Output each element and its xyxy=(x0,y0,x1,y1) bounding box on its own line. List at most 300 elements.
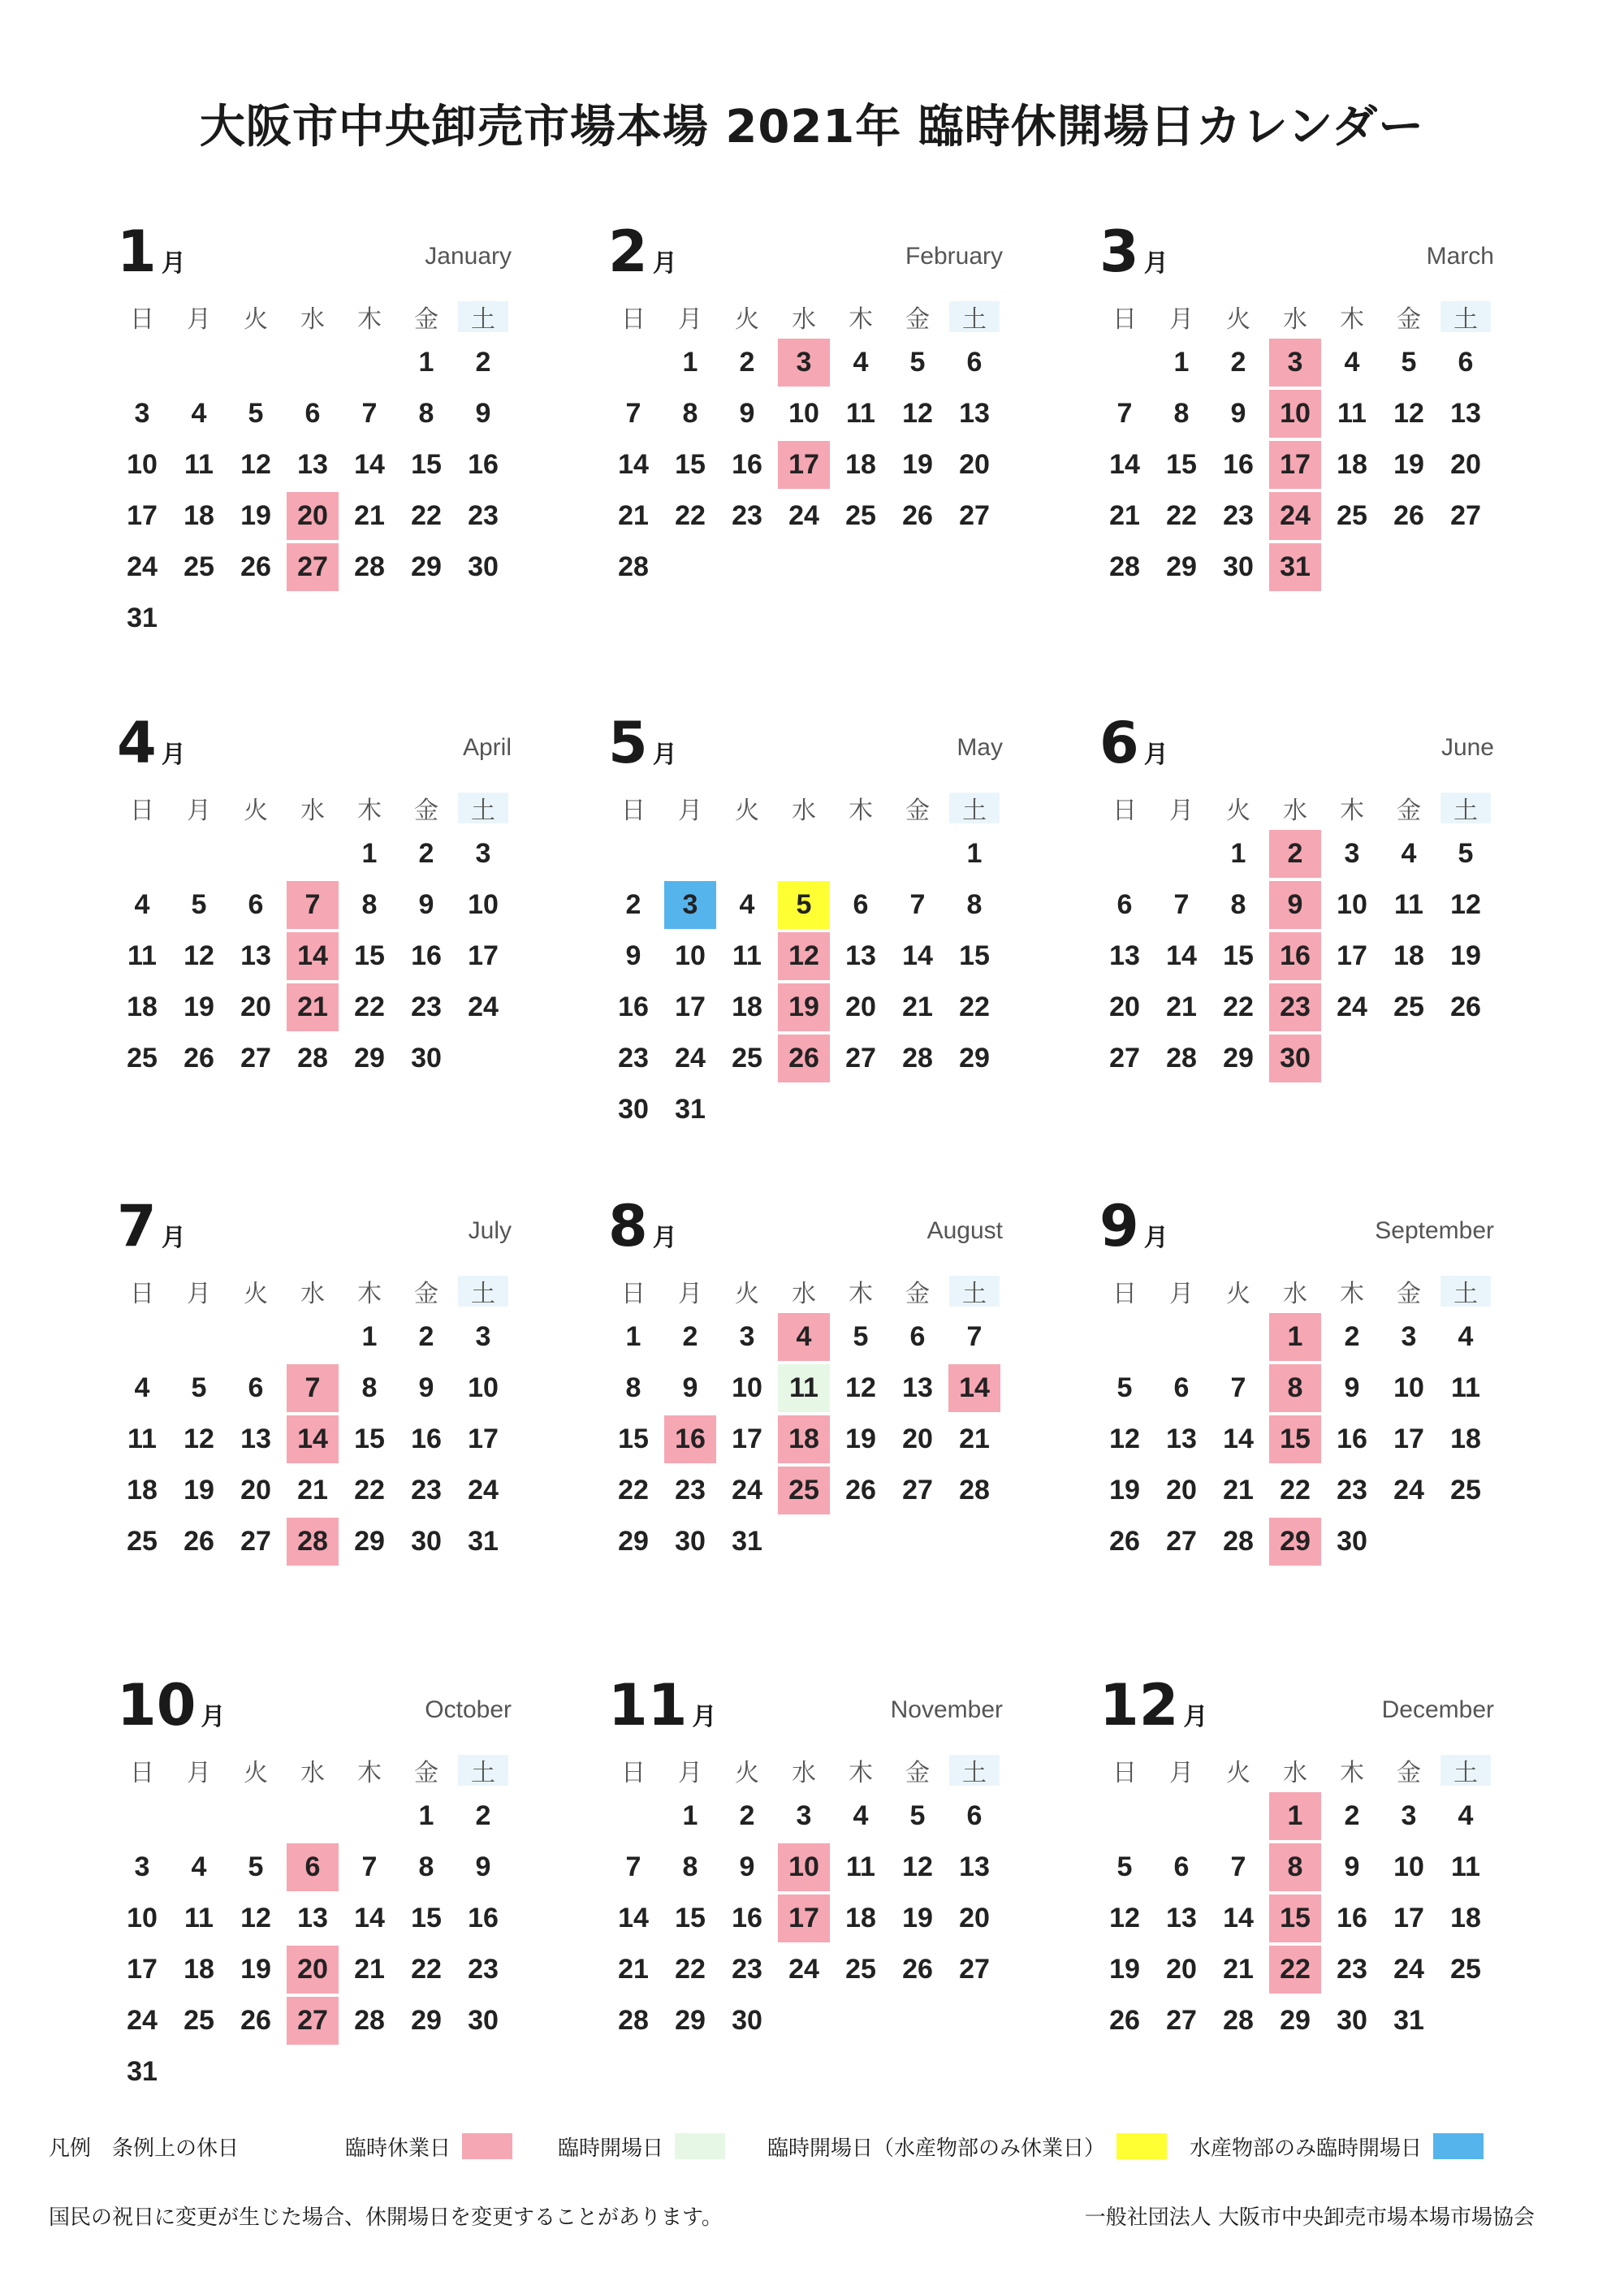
day-cell: 5 xyxy=(909,347,926,378)
day-cell: 14 xyxy=(618,1903,649,1933)
day-cell: 2 xyxy=(739,347,755,378)
day-cell: 15 xyxy=(675,449,706,480)
day-cell: 10 xyxy=(127,1903,158,1933)
weekday-header: 火 xyxy=(244,1280,268,1308)
day-cell: 17 xyxy=(127,1954,158,1985)
day-cell: 20 xyxy=(240,1475,271,1506)
month-number xyxy=(1099,1190,1168,1275)
day-cell: 27 xyxy=(1450,500,1481,531)
weekday-header: 火 xyxy=(735,797,759,825)
weekday-header: 木 xyxy=(849,305,873,334)
calendar-title: 大阪市中央卸売市場本場 2021年 臨時休開場日カレンダー xyxy=(199,101,1425,153)
day-cell: 21 xyxy=(354,1954,385,1985)
day-cell: 6 xyxy=(966,347,983,378)
day-cell: 21 xyxy=(1223,1954,1254,1985)
weekday-header: 月 xyxy=(187,797,211,825)
day-cell: 28 xyxy=(618,551,649,582)
day-cell: 2 xyxy=(625,889,641,920)
day-cell: 5 xyxy=(909,1800,926,1831)
day-cell: 8 xyxy=(1269,1843,1321,1891)
day-cell: 8 xyxy=(1269,1364,1321,1412)
weekday-header: 月 xyxy=(187,1759,211,1787)
day-cell: 6 xyxy=(304,398,321,429)
weekday-header: 土 xyxy=(949,1276,1000,1307)
day-cell: 30 xyxy=(411,1526,442,1557)
day-cell: 10 xyxy=(1337,889,1367,920)
day-cell: 23 xyxy=(1269,983,1321,1031)
day-cell: 10 xyxy=(778,1843,830,1891)
day-cell: 5 xyxy=(248,1851,264,1882)
day-cell: 23 xyxy=(675,1475,706,1506)
day-cell: 28 xyxy=(354,2005,385,2036)
day-cell: 5 xyxy=(1116,1372,1133,1403)
month-english-name: June xyxy=(1440,734,1494,761)
month-header xyxy=(1096,1669,1494,1742)
day-cell: 29 xyxy=(1166,551,1197,582)
day-cell: 16 xyxy=(468,1903,499,1933)
day-cell: 31 xyxy=(1393,2005,1424,2036)
day-cell: 21 xyxy=(1223,1475,1254,1506)
day-cell: 6 xyxy=(1173,1851,1190,1882)
day-cell: 8 xyxy=(418,1851,434,1882)
day-cell: 7 xyxy=(287,1364,339,1412)
day-cell: 26 xyxy=(1109,1526,1140,1557)
day-cell: 9 xyxy=(418,1372,434,1403)
month-number-value: 7 xyxy=(117,1193,157,1259)
month-number xyxy=(117,706,186,792)
month-number xyxy=(608,215,677,300)
day-cell: 19 xyxy=(1393,449,1424,480)
day-cell: 8 xyxy=(625,1372,641,1403)
month-english-name: August xyxy=(926,1217,1003,1244)
weekday-header: 月 xyxy=(1169,1280,1194,1308)
month-march xyxy=(1096,215,1494,670)
day-cell: 26 xyxy=(778,1035,830,1082)
day-cell: 18 xyxy=(1337,449,1367,480)
month-suffix: 月 xyxy=(1143,249,1168,278)
day-cell: 11 xyxy=(778,1364,830,1412)
day-cell: 28 xyxy=(959,1475,990,1506)
month-english-name: December xyxy=(1381,1696,1494,1723)
day-blank xyxy=(227,1791,284,1842)
weekday-header: 金 xyxy=(414,1759,438,1787)
weekday-header: 水 xyxy=(792,797,816,825)
day-cell: 17 xyxy=(675,991,706,1022)
day-cell: 14 xyxy=(287,1415,339,1463)
day-cell: 18 xyxy=(778,1415,830,1463)
month-december xyxy=(1096,1669,1494,2123)
month-suffix: 月 xyxy=(652,741,677,769)
month-english-name: April xyxy=(462,734,512,761)
day-cell: 9 xyxy=(682,1372,698,1403)
day-cell: 17 xyxy=(1393,1903,1424,1933)
day-cell: 3 xyxy=(778,339,830,387)
day-cell: 4 xyxy=(1458,1321,1474,1352)
day-cell: 21 xyxy=(618,500,649,531)
month-number xyxy=(117,1669,225,1754)
day-cell: 25 xyxy=(127,1043,158,1074)
day-cell: 14 xyxy=(354,1903,385,1933)
day-cell: 26 xyxy=(184,1526,214,1557)
legend xyxy=(49,2126,1575,2167)
day-cell: 13 xyxy=(240,1423,271,1454)
day-cell: 28 xyxy=(287,1518,339,1566)
weekday-header: 金 xyxy=(905,305,930,334)
month-suffix: 月 xyxy=(1143,1224,1168,1252)
day-cell: 5 xyxy=(778,881,830,929)
weekday-header: 水 xyxy=(1283,305,1307,334)
day-cell: 13 xyxy=(297,1903,328,1933)
month-number-value: 9 xyxy=(1099,1193,1139,1259)
day-cell: 23 xyxy=(732,500,762,531)
day-cell: 6 xyxy=(248,1372,264,1403)
month-suffix: 月 xyxy=(161,249,186,278)
weekday-header: 月 xyxy=(1169,797,1194,825)
day-cell: 7 xyxy=(966,1321,983,1352)
day-cell: 7 xyxy=(1116,398,1133,429)
month-english-name: May xyxy=(957,734,1003,761)
weekday-header: 木 xyxy=(849,797,873,825)
month-november xyxy=(605,1669,1003,2123)
weekday-header: 日 xyxy=(1112,1280,1137,1308)
day-cell: 15 xyxy=(618,1423,649,1454)
day-cell: 18 xyxy=(1450,1903,1481,1933)
month-grid xyxy=(605,788,1003,1145)
day-cell: 29 xyxy=(411,551,442,582)
month-header xyxy=(114,1190,512,1263)
day-cell: 31 xyxy=(675,1094,706,1125)
day-cell: 13 xyxy=(297,449,328,480)
weekday-header: 水 xyxy=(792,305,816,334)
day-cell: 14 xyxy=(1109,449,1140,480)
month-header xyxy=(605,1669,1003,1742)
day-cell: 19 xyxy=(845,1423,876,1454)
month-number xyxy=(608,1190,677,1275)
day-cell: 15 xyxy=(675,1903,706,1933)
day-cell: 1 xyxy=(418,347,434,378)
day-cell: 6 xyxy=(853,889,869,920)
day-cell: 11 xyxy=(1394,889,1423,920)
day-cell: 8 xyxy=(966,889,983,920)
day-cell: 1 xyxy=(625,1321,641,1352)
day-cell: 28 xyxy=(618,2005,649,2036)
day-cell: 7 xyxy=(1230,1372,1246,1403)
day-blank xyxy=(227,337,284,388)
day-cell: 26 xyxy=(1109,2005,1140,2036)
month-number xyxy=(608,1669,716,1754)
weekday-header: 日 xyxy=(130,1280,154,1308)
day-cell: 28 xyxy=(902,1043,933,1074)
day-cell: 4 xyxy=(778,1313,830,1361)
day-cell: 19 xyxy=(184,1475,214,1506)
day-cell: 10 xyxy=(1393,1372,1424,1403)
day-cell: 25 xyxy=(184,551,214,582)
weekday-header: 水 xyxy=(300,1759,325,1787)
legend-market-open-label: 臨時開場日 xyxy=(558,2136,664,2161)
weekday-header: 水 xyxy=(300,1280,325,1308)
day-cell: 29 xyxy=(1223,1043,1254,1074)
day-cell: 2 xyxy=(682,1321,698,1352)
day-cell: 1 xyxy=(682,1800,698,1831)
day-cell: 4 xyxy=(191,398,207,429)
day-cell: 31 xyxy=(127,603,158,633)
month-header xyxy=(605,1190,1003,1263)
day-blank xyxy=(284,1311,341,1363)
day-cell: 29 xyxy=(1269,1518,1321,1566)
day-cell: 2 xyxy=(418,1321,434,1352)
weekday-header: 月 xyxy=(678,1759,702,1787)
day-cell: 26 xyxy=(902,500,933,531)
day-cell: 7 xyxy=(1230,1851,1246,1882)
day-cell: 30 xyxy=(1337,2005,1367,2036)
day-cell: 12 xyxy=(845,1372,876,1403)
day-blank xyxy=(889,828,946,879)
day-cell: 23 xyxy=(468,1954,499,1985)
legend-holiday-label: 臨時休業日 xyxy=(345,2136,451,2161)
day-cell: 9 xyxy=(625,940,641,971)
day-cell: 24 xyxy=(732,1475,762,1506)
day-cell: 10 xyxy=(788,398,819,429)
day-cell: 14 xyxy=(1223,1903,1254,1933)
day-cell: 20 xyxy=(845,991,876,1022)
day-cell: 18 xyxy=(184,1954,214,1985)
day-cell: 12 xyxy=(1450,889,1481,920)
day-cell: 30 xyxy=(1223,551,1254,582)
day-cell: 4 xyxy=(1458,1800,1474,1831)
weekday-header: 金 xyxy=(1397,1280,1421,1308)
day-cell: 16 xyxy=(664,1415,716,1463)
month-grid xyxy=(114,1271,512,1628)
day-cell: 6 xyxy=(909,1321,926,1352)
month-number-value: 5 xyxy=(608,710,648,776)
day-cell: 15 xyxy=(1269,1894,1321,1942)
day-blank xyxy=(1153,1791,1210,1842)
day-cell: 24 xyxy=(1393,1475,1424,1506)
month-number xyxy=(1099,215,1168,300)
weekday-header: 月 xyxy=(1169,1759,1194,1787)
day-cell: 22 xyxy=(675,1954,706,1985)
day-cell: 2 xyxy=(418,838,434,869)
month-suffix: 月 xyxy=(161,1224,186,1252)
day-cell: 6 xyxy=(248,889,264,920)
day-cell: 28 xyxy=(297,1043,328,1074)
day-cell: 18 xyxy=(845,1903,876,1933)
day-cell: 12 xyxy=(184,940,214,971)
day-cell: 10 xyxy=(468,1372,499,1403)
day-cell: 29 xyxy=(411,2005,442,2036)
day-cell: 6 xyxy=(1173,1372,1190,1403)
weekday-header: 金 xyxy=(1397,1759,1421,1787)
day-cell: 13 xyxy=(240,940,271,971)
day-cell: 3 xyxy=(739,1321,755,1352)
legend-holiday-swatch xyxy=(462,2133,512,2159)
day-cell: 25 xyxy=(1450,1475,1481,1506)
day-blank xyxy=(114,337,171,388)
month-suffix: 月 xyxy=(161,741,186,769)
day-cell: 3 xyxy=(1269,339,1321,387)
day-blank xyxy=(662,828,719,879)
day-cell: 16 xyxy=(411,940,442,971)
day-cell: 3 xyxy=(1344,838,1360,869)
weekday-header: 木 xyxy=(849,1280,873,1308)
weekday-header: 金 xyxy=(1397,305,1421,334)
month-number-value: 10 xyxy=(117,1672,197,1739)
day-cell: 27 xyxy=(240,1043,271,1074)
day-blank xyxy=(775,828,832,879)
day-cell: 17 xyxy=(1393,1423,1424,1454)
day-cell: 6 xyxy=(287,1843,339,1891)
day-cell: 10 xyxy=(127,449,158,480)
day-cell: 2 xyxy=(475,347,491,378)
day-cell: 31 xyxy=(732,1526,762,1557)
weekday-header: 木 xyxy=(357,305,382,334)
day-blank xyxy=(605,337,662,388)
day-cell: 16 xyxy=(1337,1903,1367,1933)
day-cell: 19 xyxy=(1109,1954,1140,1985)
day-cell: 30 xyxy=(675,1526,706,1557)
weekday-header: 金 xyxy=(905,1280,930,1308)
day-cell: 31 xyxy=(1269,543,1321,591)
day-cell: 7 xyxy=(361,1851,378,1882)
month-grid xyxy=(605,1271,1003,1628)
month-english-name: November xyxy=(890,1696,1003,1723)
weekday-header: 木 xyxy=(1340,797,1364,825)
day-cell: 20 xyxy=(1450,449,1481,480)
day-cell: 29 xyxy=(1280,2005,1311,2036)
day-cell: 9 xyxy=(1230,398,1246,429)
month-june xyxy=(1096,706,1494,1161)
day-cell: 21 xyxy=(618,1954,649,1985)
weekday-header: 土 xyxy=(1440,1276,1491,1307)
day-cell: 13 xyxy=(1109,940,1140,971)
day-cell: 12 xyxy=(902,1851,933,1882)
month-suffix: 月 xyxy=(652,249,677,278)
day-cell: 7 xyxy=(287,881,339,929)
weekday-header: 土 xyxy=(949,301,1000,332)
month-february xyxy=(605,215,1003,670)
weekday-header: 水 xyxy=(1283,797,1307,825)
month-grid xyxy=(605,1750,1003,2107)
day-cell: 26 xyxy=(240,2005,271,2036)
day-blank xyxy=(171,1791,227,1842)
day-blank xyxy=(719,828,775,879)
weekday-header: 日 xyxy=(621,1759,646,1787)
weekday-header: 月 xyxy=(187,305,211,334)
legend-open-fishery-closed-label: 臨時開場日（水産物部のみ休業日） xyxy=(767,2136,1106,2161)
day-cell: 8 xyxy=(1173,398,1190,429)
day-blank xyxy=(341,1791,398,1842)
day-cell: 15 xyxy=(354,1423,385,1454)
weekday-header: 木 xyxy=(357,797,382,825)
day-cell: 4 xyxy=(134,1372,150,1403)
month-grid xyxy=(1096,296,1494,654)
weekday-header: 水 xyxy=(792,1280,816,1308)
day-cell: 7 xyxy=(361,398,378,429)
day-cell: 16 xyxy=(732,1903,762,1933)
day-cell: 24 xyxy=(788,500,819,531)
weekday-header: 水 xyxy=(1283,1280,1307,1308)
month-number-value: 1 xyxy=(117,218,157,285)
legend-title: 凡例 xyxy=(49,2136,92,2161)
weekday-header: 木 xyxy=(1340,305,1364,334)
day-cell: 24 xyxy=(1337,991,1367,1022)
day-cell: 23 xyxy=(411,1475,442,1506)
weekday-header: 火 xyxy=(735,305,759,334)
month-april xyxy=(114,706,512,1161)
month-suffix: 月 xyxy=(1183,1703,1208,1731)
day-cell: 4 xyxy=(853,1800,869,1831)
month-english-name: September xyxy=(1375,1217,1494,1244)
month-header xyxy=(1096,215,1494,288)
day-cell: 29 xyxy=(354,1526,385,1557)
month-english-name: March xyxy=(1426,243,1494,270)
weekday-header: 火 xyxy=(244,1759,268,1787)
weekday-header: 月 xyxy=(678,1280,702,1308)
day-cell: 22 xyxy=(411,1954,442,1985)
day-cell: 26 xyxy=(845,1475,876,1506)
day-cell: 14 xyxy=(948,1364,1000,1412)
day-cell: 15 xyxy=(411,449,442,480)
day-cell: 22 xyxy=(354,1475,385,1506)
weekday-header: 日 xyxy=(1112,305,1137,334)
day-blank xyxy=(1153,828,1210,879)
day-blank xyxy=(1096,1791,1153,1842)
day-cell: 10 xyxy=(468,889,499,920)
weekday-header: 金 xyxy=(414,797,438,825)
day-cell: 21 xyxy=(297,1475,328,1506)
weekday-header: 土 xyxy=(458,1755,508,1786)
day-cell: 28 xyxy=(1166,1043,1197,1074)
day-cell: 25 xyxy=(127,1526,158,1557)
footer-organization: 一般社団法人 大阪市中央卸売市場本場市場協会 xyxy=(1084,2205,1535,2230)
day-cell: 24 xyxy=(1269,492,1321,540)
month-july xyxy=(114,1190,512,1644)
day-cell: 9 xyxy=(475,1851,491,1882)
day-cell: 26 xyxy=(184,1043,214,1074)
weekday-header: 木 xyxy=(1340,1280,1364,1308)
day-cell: 3 xyxy=(1401,1321,1417,1352)
legend-open-fishery-closed-item xyxy=(767,2126,1167,2167)
day-cell: 15 xyxy=(354,940,385,971)
day-blank xyxy=(284,828,341,879)
day-cell: 1 xyxy=(418,1800,434,1831)
month-header xyxy=(114,215,512,288)
day-blank xyxy=(227,828,284,879)
weekday-header: 金 xyxy=(905,1759,930,1787)
day-cell: 22 xyxy=(1166,500,1197,531)
month-suffix: 月 xyxy=(1143,741,1168,769)
day-cell: 27 xyxy=(845,1043,876,1074)
day-cell: 20 xyxy=(287,1946,339,1994)
day-cell: 11 xyxy=(184,1903,214,1933)
day-cell: 2 xyxy=(475,1800,491,1831)
day-blank xyxy=(1210,1311,1267,1363)
day-cell: 27 xyxy=(1166,1526,1197,1557)
month-grid xyxy=(114,788,512,1145)
day-cell: 4 xyxy=(739,889,755,920)
day-cell: 20 xyxy=(287,492,339,540)
weekday-header: 日 xyxy=(621,1280,646,1308)
weekday-header: 火 xyxy=(1226,1759,1250,1787)
day-cell: 1 xyxy=(361,838,378,869)
day-cell: 2 xyxy=(1269,830,1321,878)
day-cell: 23 xyxy=(618,1043,649,1074)
day-cell: 14 xyxy=(287,932,339,980)
day-cell: 20 xyxy=(1166,1954,1197,1985)
weekday-header: 金 xyxy=(414,1280,438,1308)
day-cell: 22 xyxy=(411,500,442,531)
day-cell: 30 xyxy=(732,2005,762,2036)
